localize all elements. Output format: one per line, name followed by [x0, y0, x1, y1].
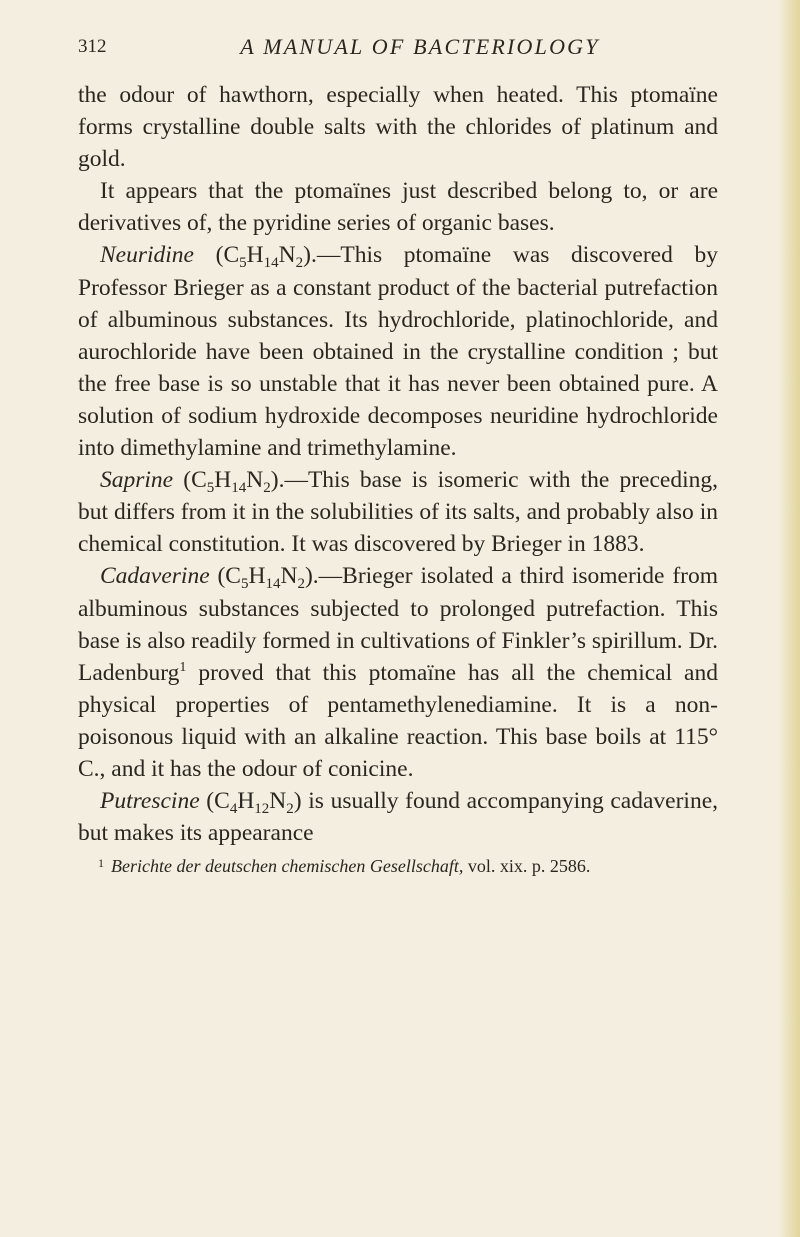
footnote-source-title: Berichte der deutschen chemischen Gesellschaft, [111, 856, 464, 877]
footnote-source-detail: vol. xix. p. 2586. [463, 856, 591, 877]
term-neuridine: Neuridine [100, 242, 194, 269]
footnote-mark: 1 [98, 856, 104, 871]
neuridine-description: .—This ptomaïne was discovered by Professor Brieger as a constant product of the bacterial putrefaction of albuminous substances. Its hydrochloride, platinochloride, and aurochloride have been obtained in the crystalline condition ; but the free base is so unstable that it has never been obtained pure. A solution of sodium hydroxide decomposes neuridine hydrochloride into dimethylamine and trimethylamine. [78, 242, 718, 462]
formula-cadaverine: $C_5H_{14}N_2$ [225, 563, 305, 593]
term-putrescine: Putrescine [100, 788, 200, 815]
term-saprine: Saprine [100, 467, 174, 494]
running-head [78, 32, 718, 62]
paragraph-saprine: Saprine $(C_5H_{14}N_2).—This$ base is isomeric with the preceding, but differs from it in the solubilities of its salts, and probably also in chemical constitution. It was discovered by Brieger in 1883. [78, 467, 719, 558]
formula-neuridine: $C_5H_{14}N_2$ [223, 242, 304, 272]
term-cadaverine: Cadaverine [100, 563, 210, 590]
paragraph-continued: the odour of hawthorn, especially when heated. This ptomaïne forms crystalline double salts with the chlorides of platinum and gold. [78, 82, 718, 173]
cadaverine-description-a: .—Brieger isolated a third isomeride from albuminous substances subjected to prolonged putrefaction. This base is also readily formed in cultivations of Finkler’s spirillum. Dr. Ladenburg [78, 563, 718, 686]
formula-putrescine: $C_4H_{12}N_2$ [214, 788, 294, 818]
page-number: 312 [78, 36, 107, 57]
running-title: A MANUAL OF BACTERIOLOGY [240, 34, 600, 59]
page-edge-shading [778, 0, 800, 1237]
footnote [78, 854, 718, 878]
cadaverine-description-b: proved that this ptomaïne has all the chemical and physical properties of pentamethylenediamine. It is a non-poisonous liquid with an alkaline reaction. This base boils at 115° C., and it has the odour of conicine. [78, 659, 718, 782]
putrescine-description: is usually found accompanying cadaverine, but makes its appearance [78, 788, 719, 847]
formula-saprine: $C_5H_{14}N_2$ [191, 467, 271, 497]
saprine-description: .—This base is isomeric with the preceding, but differs from it in the solubilities of its salts, and probably also in chemical constitution. It was discovered by Brieger in 1883. [78, 467, 719, 558]
book-page [78, 0, 718, 1237]
paragraph-neuridine: Neuridine $(C_5H_{14}N_2).—This$ ptomaïne was discovered by Professor Brieger as a constant product of the bacterial putrefaction of albuminous substances. Its hydrochloride, platinochloride, and aurochloride have been obtained in the crystalline condition ; but the free base is so unstable that it has never been obtained pure. A solution of sodium hydroxide decomposes neuridine hydrochloride into dimethylamine and trimethylamine. [78, 242, 718, 462]
paragraph-pyridine: It appears that the ptomaïnes just described belong to, or are derivatives of, the pyridine series of organic bases. [78, 178, 718, 237]
footnote-reference[interactable]: 1 [179, 659, 187, 675]
body-text [78, 79, 718, 849]
paragraph-cadaverine: Cadaverine $(C_5H_{14}N_2).—Brieger$ isolated a third isomeride from albuminous substances subjected to prolonged putrefaction. This base is also readily formed in cultivations of Finkler’s spirillum. Dr. Ladenburg$^1$ proved that this ptomaïne has all the chemical and physical properties of pentamethylenediamine. It is a non-poisonous liquid with an alkaline reaction. This base boils at 115° C., and it has the odour of conicine. [78, 563, 718, 782]
paragraph-putrescine: Putrescine $(C_4H_{12}N_2)$ is usually found accompanying cadaverine, but makes its appearance [78, 788, 719, 847]
